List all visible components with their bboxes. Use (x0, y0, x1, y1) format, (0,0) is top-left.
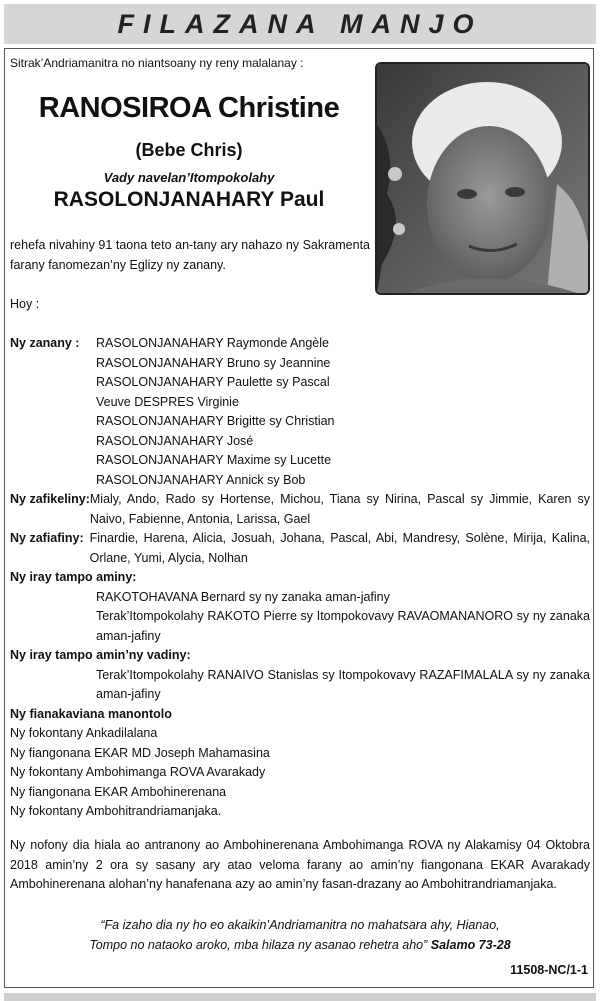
relatives-label: Ny fianakaviana manontolo (10, 706, 172, 721)
hoy-text: Hoy : (10, 297, 40, 311)
footer-bar (4, 993, 596, 1001)
relative-line: Ny fokontany Ambohimanga ROVA Avarakady (10, 765, 266, 779)
funeral-details: Ny nofony dia hiala ao antranony ao Ambohinerenana Ambohimanga ROVA ny Alakamisy 04 Oktobra 2018 amin’ny 2 ora sy sasany ary atao veloma farany ao amin’ny fiangonana EKAR Avarakady Ambohinerenana alohan’ny hanafenana azy ao amin’ny fasan-drazany ao Ambohitrandriamanjaka. (10, 838, 590, 891)
siblings-label: Ny iray tampo aminy: (10, 570, 137, 584)
relative-line: Ny fokontany Ambohitrandriamanjaka. (10, 804, 222, 818)
great-grandchildren-section (10, 529, 590, 568)
child-name: Veuve DESPRES Virginie (96, 394, 239, 409)
children-label: Ny zanany : (10, 336, 80, 350)
in-law-line: Terak’Itompokolahy RANAIVO Stanislas sy Itompokovavy RAZAFIMALALA sy ny zanaka aman-jafiny (96, 667, 590, 701)
grandchildren-label: Ny zafikeliny: (10, 492, 90, 506)
deceased-nickname: (Bebe Chris) (135, 140, 243, 160)
great-grandchildren-label: Ny zafiafiny: (10, 531, 84, 545)
child-name: RASOLONJANAHARY Brigitte sy Christian (96, 414, 335, 428)
reference-code: 11508-NC/1-1 (510, 963, 588, 977)
family-list (10, 334, 590, 822)
grandchildren-section (10, 490, 590, 529)
portrait-photo (375, 62, 590, 295)
relative-line: Ny fiangonana EKAR Ambohinerenana (10, 784, 227, 799)
relative-line: Ny fokontany Ankadilalana (10, 726, 158, 740)
deceased-name: RANOSIROA Christine (38, 92, 340, 124)
child-name: RASOLONJANAHARY Paulette sy Pascal (96, 375, 330, 389)
child-name: RASOLONJANAHARY Raymonde Angèle (96, 336, 329, 350)
sibling-line: Terak’Itompokolahy RAKOTO Pierre sy Itompokovavy RAVAOMANANORO sy ny zanaka aman-jafiny (96, 609, 590, 643)
child-name: RASOLONJANAHARY Maxime sy Lucette (96, 453, 332, 467)
relation-text: Vady navelan’Itompokolahy (103, 170, 275, 185)
announcement-text: rehefa nivahiny 91 taona teto an-tany ary nahazo ny Sakramenta farany fanomezan’ny Eglizy ny zanany. (10, 238, 370, 272)
in-laws-label: Ny iray tampo amin’ny vadiny: (10, 648, 191, 662)
scripture-quote (10, 916, 590, 955)
quote-source: Salamo 73-28 (430, 937, 511, 952)
great-grandchildren-text: Finardie, Harena, Alicia, Josuah, Johana, Pascal, Abi, Mandresy, Solène, Mirija, Kalina, Orlane, Yumi, Alycia, Nolhan (89, 531, 590, 565)
child-name: RASOLONJANAHARY José (96, 433, 254, 448)
portrait-image (377, 64, 588, 293)
spouse-name: RASOLONJANAHARY Paul (53, 188, 325, 211)
quote-line-1: “Fa izaho dia ny ho eo akaikin’Andriamanitra no mahatsara ahy, Hianao, (100, 918, 500, 932)
intro-text: Sitrak’Andriamanitra no niantsoany ny reny malalanay : (10, 56, 304, 70)
header-banner (4, 4, 596, 44)
child-name: RASOLONJANAHARY Bruno sy Jeannine (96, 355, 331, 370)
children-section (10, 334, 590, 354)
sibling-line: RAKOTOHAVANA Bernard sy ny zanaka aman-jafiny (96, 589, 390, 604)
child-name: RASOLONJANAHARY Annick sy Bob (96, 472, 306, 487)
relative-line: Ny fiangonana EKAR MD Joseph Mahamasina (10, 745, 270, 760)
grandchildren-text: Mialy, Ando, Rado sy Hortense, Michou, Tiana sy Nirina, Pascal sy Jimmie, Karen sy Naivo, Fabienne, Antonia, Larissa, Gael (89, 492, 590, 526)
quote-line-2: Tompo no nataoko aroko, mba hilaza ny asanao rehetra aho” (89, 937, 428, 952)
page-title: FILAZANA MANJO (117, 8, 483, 39)
